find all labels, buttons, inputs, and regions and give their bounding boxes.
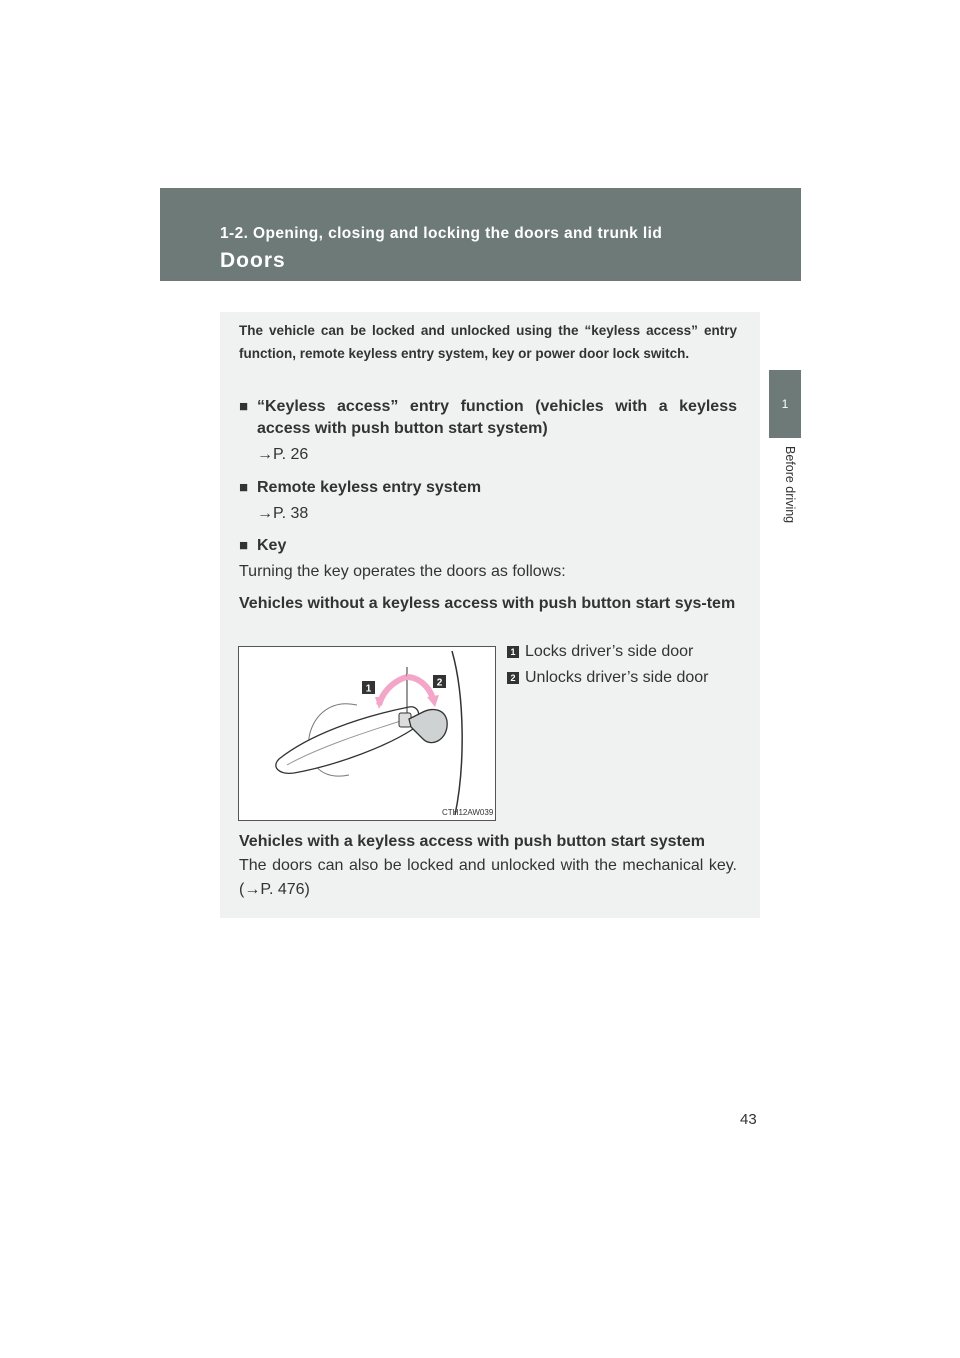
legend-item-unlocks: [507, 669, 708, 687]
legend-text: Unlocks driver’s side door: [525, 669, 709, 686]
key-description: Turning the key operates the doors as follows:: [239, 563, 566, 580]
page-reference: →P. 38: [257, 505, 309, 522]
page-reference: →P. 26: [257, 446, 309, 463]
page-number: 43: [740, 1111, 757, 1128]
square-bullet-icon: ■: [239, 537, 249, 554]
chapter-tab: [769, 370, 801, 438]
section-heading-text: “Keyless access” entry function (vehicles with a keyless access with push button start system): [257, 398, 737, 437]
legend-number-badge: 2: [507, 672, 519, 684]
square-bullet-icon: ■: [239, 398, 249, 415]
square-bullet-icon: ■: [239, 479, 249, 496]
section-title: 1-2. Opening, closing and locking the doors and trunk lid: [220, 225, 663, 242]
door-handle-drawing: [239, 647, 495, 820]
mechanical-key-text: The doors can also be locked and unlocked with the mechanical key. (→P. 476): [239, 857, 737, 898]
legend-item-locks: [507, 643, 693, 661]
section-heading-text: Key: [257, 537, 287, 554]
section-heading-remote-keyless: [239, 477, 737, 499]
section-heading-keyless-access: [239, 396, 737, 440]
intro-text: The vehicle can be locked and unlocked using the “keyless access” entry function, remote keyless entry system, key or power door lock switch.: [239, 323, 737, 361]
content-box: [220, 312, 760, 918]
page-heading: Doors: [220, 249, 286, 272]
chapter-number: 1: [781, 397, 789, 411]
header-bar: [160, 188, 801, 281]
section-heading-key: [239, 535, 737, 557]
figure-code: CTH12AW039: [442, 808, 494, 817]
subheading-with-keyless: Vehicles with a keyless access with push button start system: [239, 833, 705, 850]
figure-label-2: 2: [436, 677, 443, 689]
figure-label-1: 1: [365, 683, 372, 695]
legend-text: Locks driver’s side door: [525, 643, 694, 660]
chapter-label: Before driving: [783, 446, 797, 524]
door-handle-illustration: [238, 646, 496, 821]
section-heading-text: Remote keyless entry system: [257, 479, 482, 496]
legend-number-badge: 1: [507, 646, 519, 658]
subheading-without-keyless: Vehicles without a keyless access with push button start sys-tem: [239, 595, 736, 612]
